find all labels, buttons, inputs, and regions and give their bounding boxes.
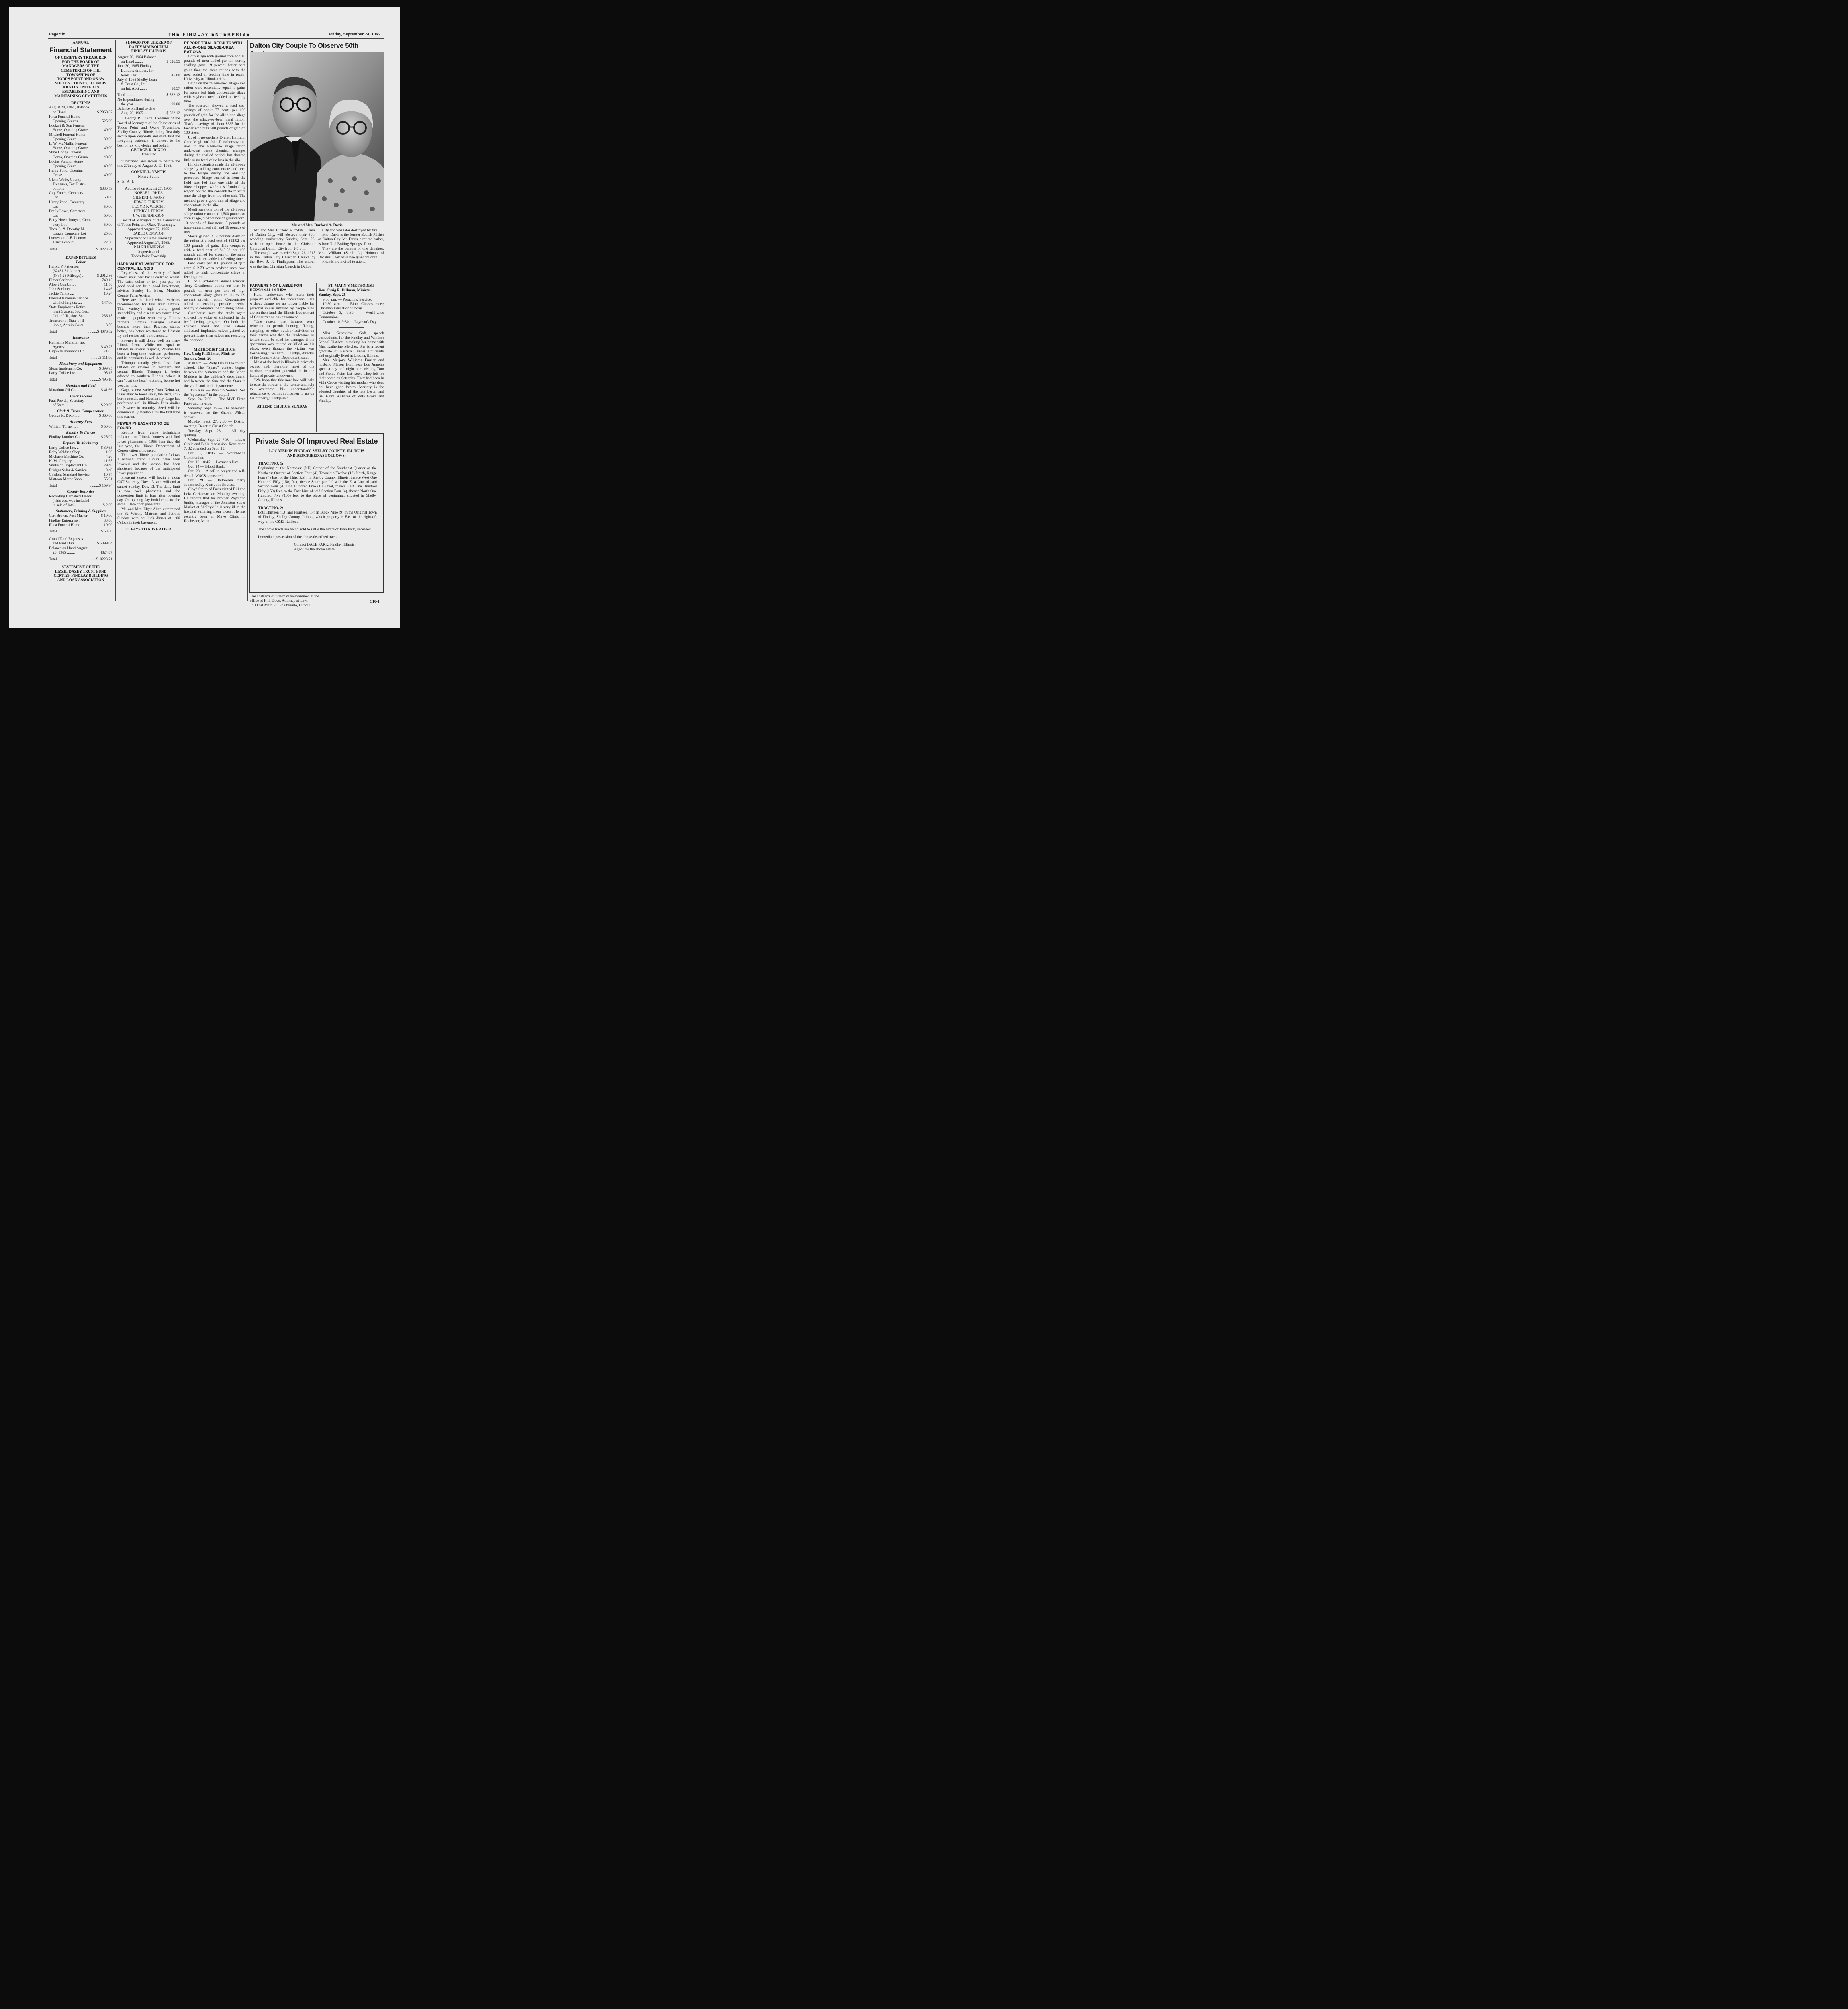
expense-group-heading: Repairs To Fences: [66, 430, 96, 435]
expense-group-heading: Machinery and Equipment: [59, 362, 102, 366]
paragraph: Mr. and Mrs. Burford A. "Slats" Davis of Dalton City, will observe their 50th wedding anniversary Sunday, Sept. 26, with an open house in the Christian Church at Dalton City from 2-5 p.m.: [250, 228, 315, 251]
sale-note-2: Immediate possession of the above-described tracts.: [258, 535, 338, 540]
ledger-row: Larry Coffee Inc. .. $ 39.65: [49, 445, 112, 450]
labor-total: Total ..........$ 4076.82: [49, 329, 112, 334]
ledger-row: Opening Grave .... 30.00: [53, 137, 112, 141]
mausoleum-rows: [117, 55, 180, 91]
ledger-row: Bridges Sales & Service 8.40: [49, 468, 112, 473]
paragraph: 9:30 a.m. — Rally Day in the church school. The "Space" contest begins between the Astronauts and the Moon Maidens in the children's department, and between the Sun and the Stars in the youth and adult departments.: [184, 361, 245, 388]
ledger-row: Smithson Implement Co. 29.46: [49, 463, 112, 468]
masthead: THE FINDLAY ENTERPRISE: [168, 32, 251, 37]
pheasant-story: [117, 430, 180, 525]
ralph-title-2: Todds Point Township: [131, 254, 166, 259]
ledger-row: Betty Howe Runyan, Cem-: [49, 218, 91, 223]
ledger-row: State Employees Retire-: [49, 305, 87, 310]
trust-fund-heading: [49, 565, 112, 582]
ledger-row: Gordons Standard Service 10.57: [49, 472, 112, 477]
ledger-row: John Scribner .... 14.46: [49, 287, 112, 292]
ledger-row: L. W. McMullin Funeral: [49, 141, 87, 146]
ledger-row: Trust Account .... 22.50: [53, 240, 112, 245]
paragraph: Wednesday, Sept. 29, 7:30 — Prayer Circle and Bible discussion; Revelation 7; 32 attended on Sept. 15.: [184, 438, 245, 451]
expenditures-heading: EXPENDITURES: [65, 255, 96, 260]
silage-heading: REPORT TRIAL RESULTS WITH ALL-IN-ONE SILAGE-UREA RATIONS: [184, 41, 242, 54]
st-marys-date: Sunday, Sept. 26: [319, 293, 346, 297]
methodist-heading: METHODIST CHURCH: [194, 348, 236, 352]
divider: [339, 327, 364, 328]
ralph-title: Supervisor of: [138, 250, 159, 254]
text-line: OF CEMETERY TREASURER: [55, 56, 107, 60]
mausoleum-rows-2: [117, 98, 180, 116]
statement-subtitle: [49, 56, 112, 98]
ledger-row: Lough, Cemetery Lot 25.00: [53, 231, 112, 236]
paragraph: October 10, 9:30 — Layman's Day.: [323, 319, 378, 324]
ledger-row: Grand Total Expenses: [49, 537, 83, 542]
ledger-row: Total ..........$ 495.10: [49, 377, 112, 382]
ledger-row: Albert Combs .... 11.56: [49, 282, 112, 287]
expense-group-heading: Insurance: [72, 336, 89, 340]
methodist-date: Sunday, Sept. 26: [184, 356, 211, 361]
text-line: JOINTLY UNITED IN: [62, 86, 100, 90]
ledger-row: Marathon Oil Co. .... $ 41.66: [49, 388, 112, 393]
wheat-heading: HARD WHEAT VARIETIES FOR CENTRAL ILLINOIS: [117, 262, 174, 271]
ledger-row: Mattoon Motor Shop 55.01: [49, 477, 112, 481]
ledger-row: Carl Brown, Post Master $ 10.00: [49, 514, 112, 518]
ledger-row: Treasurer, Tax Distri-: [53, 182, 86, 186]
ledger-row: Rhea Funeral Home 10.00: [49, 522, 112, 527]
paragraph: Miss Genevieve Goff, speech correctionist for the Findlay and Windsor School Districts is making her home with Mrs. Katherine Melcher. She is a recent graduate of Eastern Illinois University and originally lived in Urbana, Illinois.: [319, 331, 384, 358]
ledger-row: Interest on J. E. Lennox: [49, 236, 86, 241]
masthead-rule: [48, 38, 384, 39]
sale-contact: Contact DALE PARK, Findlay, Illinois, Agent for the above estate.: [294, 542, 356, 552]
text-line: HENRY J. PERRY: [134, 209, 164, 214]
anniversary-story-right: [318, 228, 384, 264]
attend-church-line: ATTEND CHURCH SUNDAY: [257, 404, 307, 409]
anniversary-story-left: [250, 228, 315, 269]
ledger-row: Roby Welding Shop .. 1.00: [49, 450, 112, 454]
paragraph: U. of I. extension animal scientist Terry Greathouse points out that 16 pounds of urea per ton of high concentrate silage gives an 11- to 12-percent protein ration. Concentrates added at ensiling provide needed energy to complete the finishing ration.: [184, 279, 245, 311]
expense-group-heading: County Recorder: [67, 489, 94, 494]
ledger-row: No Expenditures during: [117, 97, 155, 102]
ledger-row: H. W. Gregory .... 11.65: [49, 459, 112, 464]
text-line: TODDS POINT AND OKAW: [57, 77, 105, 82]
paragraph: "One reason that farmers were reluctant to permit hunting, fishing, camping, or other outdoor activities on their farms was that the landowner or tenant could be sued for damages if the sportsman was injured or killed on his place, even though the victim was trespassing," William T. Lodge, director of the Conservation Department, said.: [250, 319, 314, 360]
ledger-row: Findlay Enterprise .. 33.60: [49, 518, 112, 523]
ledger-row: Guy Enoch, Cemetery: [49, 191, 84, 196]
text-line: $1,000.00 FOR UPKEEP OF: [125, 41, 172, 45]
ledger-row: William Turner .... $ 50.00: [49, 424, 112, 429]
ledger-row: Recording Cemetery Deeds: [49, 494, 92, 499]
ledger-row: Harold P. Patterson: [49, 264, 79, 269]
ledger-row: withholding tax .... 147.90: [53, 300, 112, 305]
tract-2-text: Lots Thirteen (13) and Fourteen (14) in Block Nine (9) in the Original Town of Findlay, Shelby County, Illinois, which property is East of the right-of-way of the C&EI Railroad.: [258, 510, 377, 524]
issue-date: Friday, September 24, 1965: [329, 32, 380, 37]
text-line: FINDLAY ILLINOIS: [131, 49, 166, 54]
paragraph: City and was later destroyed by fire.: [322, 228, 378, 233]
approved-line: Approved on August 27, 1965.: [125, 186, 173, 191]
labor-heading: Labor: [76, 260, 86, 265]
paragraph: The lower Illinois population follows a national trend. Limits have been lowered and the season has been shortened because of the anticipated lower population.: [117, 453, 180, 476]
text-line: EDW. F. TURNEY: [134, 200, 164, 205]
grand-total: Total ..........$10223.71: [49, 557, 112, 562]
ledger-row: Treasurer of State of Il-: [49, 318, 86, 323]
paragraph: Mrs. Marjory Williams Frazier and husband Mason from near Los Angeles spent a day and night here visiting Tom and Freida Keim last week. They left for their home on Saturday. They had been in Villa Grove visiting his mother who does not have good health. Marjory is the adopted daughter of the late Lester and Iris Keim Williams of Villa Grove and Findlay.: [319, 358, 384, 403]
ralph-knierim: RALPH KNIERIM: [133, 245, 164, 250]
ledger-row: Total ..........$ 159.94: [49, 483, 112, 488]
paragraph: Triumph usually yields less than Ottawa or Pawnee in northern and central Illinois. Triumph is better adapted to southern Illinois, where it can "beat the heat" maturing before hot weather hits.: [117, 360, 180, 388]
ledger-row: Thos. L. & Dorothy M.: [49, 227, 85, 231]
paragraph: Sept. 24, 7:00 — The MYF Pizza Party and hayride.: [184, 397, 245, 406]
notary-name: CONNIE L. YANTIS: [131, 170, 166, 174]
ledger-row: Mitchell Funeral Home: [49, 132, 86, 137]
paragraph: Steers gained 2.14 pounds daily on the ration at a feed cost of $12.02 per 100 pounds of gain. This compared with a feed cost of $13.82 per 100 pounds gained for steers on the same ration with urea added at feeding time.: [184, 234, 245, 262]
ledger-row: George R. Dixon .... $ 360.00: [49, 413, 112, 418]
text-line: NOBLE L. RHEA: [134, 191, 163, 196]
ledger-row: August 20, 1964, Balance: [49, 105, 89, 110]
paragraph: Oct. 14 — Blood Bank.: [188, 464, 225, 469]
ledger-row: Rhea Funeral Home: [49, 114, 80, 119]
expense-group-heading: Attorney Fees: [70, 419, 92, 424]
ledger-row: Home, Opening Grave 40.00: [53, 128, 112, 133]
ledger-row: Grave 40.00: [53, 173, 112, 178]
paragraph: Regardless of the variety of hard wheat, your best bet is certified wheat. The extra dollar or two you pay for good seed can be a good investment, advises Stanley R. Eden, Moultrie County Farm Adviser.: [117, 270, 180, 298]
wheat-story: [117, 271, 180, 419]
ledger-row: Total ..........$ 53.60: [49, 529, 112, 534]
text-line: MAINTAINING CEMETERIES: [54, 94, 107, 98]
board-note: Board of Managers of the Cemeteries of Todds Point and Okaw Townships.: [117, 218, 180, 227]
ledger-row: August 20, 1964 Balance: [117, 55, 156, 59]
sale-location: LOCATED IN FINDLAY, SHELBY COUNTY, ILLINOIS AND DESCRIBED AS FOLLOWS:: [269, 449, 364, 458]
ledger-row: Paul Powell, Secretary: [49, 398, 84, 403]
paragraph: Illinois scientists made the all-in-one silage by adding concentrate and urea to the forage during the ensilling procedure. Silage trucked in from the field was fed into one side of the blower hopper, while a self-unloading wagon poured the concentrate mixture onto the silage from the other side. The method gave a good mix of silage and concentrate in the silo.: [184, 162, 245, 207]
paragraph: The couple was married Sept. 26, 1915 in the Dalton City Christian Church by the Rev. R. R. Findlayson. The church was the first Christian Church in Dalton: [250, 251, 315, 269]
ledger-row: Opening Graves .... 525.00: [53, 119, 112, 123]
text-line: SHELBY COUNTY, ILLINOIS: [55, 81, 106, 86]
ledger-row: Opening Grave .... 40.00: [53, 164, 112, 168]
paragraph: Here are the hard wheat varieties recommended for this area: Ottawa. This variety's high yield, good standability and disease resistance have made it popular with many Illinois farmers. Ottawa averages several bushels more than Pawnee, stands better, has better resistance to Hessian fly and resists soil-borne mosaic.: [117, 297, 180, 338]
st-marys-column: [319, 284, 384, 403]
ledger-row: terest 1 yr. ........ 45.00: [121, 73, 180, 78]
ledger-row: of State ........ $ 20.00: [53, 403, 112, 407]
paragraph: Monday, Sept. 27, 2:30 — District meeting; Decatur Christ Church.: [184, 419, 245, 429]
earle-title: Supervisor of Okaw Township: [125, 236, 172, 241]
ledger-row: Michaels Machine Co. 4.20: [49, 454, 112, 459]
paragraph: Oct. 10, 10:45 — Layman's Day.: [188, 460, 239, 465]
sworn-statement: Subscribed and sworn to before me this 27th day of August A. D. 1965.: [117, 159, 180, 168]
text-line: STATEMENT OF THE: [61, 565, 100, 570]
pheasant-heading: FEWER PHEASANTS TO BE FOUND: [117, 421, 169, 431]
expense-group-heading: Gasoline and Fuel: [66, 383, 96, 388]
paragraph: Greathouse says the study again showed the value of stilbestrol in the beef feeding program. On both the soybean meal and urea rations stilbestrol implanted calves gained 20 percent faster than calves not receiving the hormone.: [184, 311, 245, 342]
text-line: LLOYD F. WRIGHT: [132, 205, 166, 209]
ledger-row: Elmer Scribner .... 740.15: [49, 278, 112, 282]
receipts-heading: RECEIPTS: [71, 101, 90, 106]
ledger-row: ($431.25 Mileage) .. $ 2912.86: [53, 273, 112, 278]
st-marys-heading: ST. MARY'S METHODIST: [328, 284, 374, 288]
column-rule: [115, 40, 116, 601]
text-line: FOR THE BOARD OF: [62, 60, 100, 64]
methodist-schedule: [184, 361, 245, 523]
farmers-body: [250, 293, 314, 401]
ledger-row: on Hand ........ $ 2860.62: [53, 110, 112, 115]
tract-2-heading: TRACT NO. 2:: [258, 505, 283, 510]
text-line: LIZZIE DAZEY TRUST FUND: [55, 569, 107, 574]
abstract-note: The abstracts of title may be examined at the office of R. I. Dove, Attorney at Law, 143 East Main St., Shelbyville, Illinois.: [250, 594, 319, 608]
local-news: [319, 331, 384, 403]
column-rule: [247, 40, 248, 601]
text-line: MANAGERS OF THE: [62, 64, 99, 69]
farmers-heading: FARMERS NOT LIABLE FOR PERSONAL INJURY: [250, 284, 303, 293]
column-two: [117, 41, 180, 532]
ledger-row: Stine Hodge Funeral: [49, 150, 81, 155]
expense-group-heading: Repairs To Machinery: [63, 441, 99, 446]
paragraph: The research showed a feed cost savings of about 77 cents per 100 pounds of gain for the all-in-one silage over the silage-soybean meal ration. That's a savings of about $385 for the feeder who puts 500 pounds of gain on 100 steers.: [184, 104, 245, 135]
ledger-row: Total ..........$ 111.90: [49, 356, 112, 360]
sale-headline: Private Sale Of Improved Real Estate: [255, 437, 378, 445]
ledger-row: July 3, 1965 Shelby Loan: [117, 77, 157, 82]
text-line: J. W. HENDERSON: [133, 213, 165, 218]
newspaper-page: [9, 7, 400, 628]
paragraph: Pheasant season will begin at noon CST Saturday, Nov. 13, and will end at sunset Sunday, Dec. 12. The daily limit is two cock pheasants and the possession limit is four after opening day. On opening day both limits are the same . . two cock pheasants.: [117, 475, 180, 507]
paragraph: Gains on the "all-in-one" silage-urea ration were essentially equal to gains for steers fed high concentrate silage with soybean meal added at feeding time.: [184, 81, 245, 104]
paragraph: Cloyd Smith of Paris visited Bill and Lela Christman on Monday evening. He reports that his brother Raymond Smith, manager of the Johnston Super Market at Shelbyville is very ill in the hospital suffering from ulcers. He has recently been at Mayo Clinic in Rochester, Minn.: [184, 487, 245, 523]
column-three: [184, 41, 245, 523]
ledger-row: Jackie Yantis .... 10.24: [49, 291, 112, 296]
ledger-row: Larry Coffee Inc. .... 95.15: [49, 370, 112, 375]
ledger-row: ($2481.61 Labor): [53, 269, 80, 274]
statement-title: Financial Statement: [49, 47, 112, 54]
st-marys-pastor: Rev. Craig R. Dillman, Minister: [319, 288, 371, 293]
ledger-row: on Hand ........ $ 526.55: [121, 59, 180, 64]
paragraph: Megli says one ton of the all-in-one silage ration contained 1,500 pounds of corn silage, 469 pounds of ground corn, 10 pounds of limestone, 5 pounds of trace-mineralized salt and 16 pounds of urea.: [184, 207, 245, 234]
ledger-row: Henry Pond, Opening: [49, 168, 83, 173]
paragraph: Mrs. Davis is the former Beulah Pilcher of Dalton City. Mr. Davis, a retired barber, is from Red Boiling Springs, Tenn.: [318, 233, 384, 246]
board-names: [117, 191, 180, 218]
ledger-row: Balance on Hand August: [49, 546, 88, 550]
ledger-row: Highway Insurance Co. 71.65: [49, 349, 112, 354]
text-line: AND LOAN ASSOCIATION: [57, 578, 104, 583]
paragraph: Corn silage with ground corn and 16 pounds of urea added per ton during ensiling gave 19 percent better beef gains than the same rations with the urea added at feeding time in recent University of Illinois trials.: [184, 54, 245, 82]
ledger-row: Findlay Lumber Co. .. $ 25.02: [49, 435, 112, 440]
text-line: ESTABLISHING AND: [62, 90, 100, 94]
ledger-row: etery Lot 50.00: [53, 222, 112, 227]
ledger-row: the year ........ 00.00: [121, 102, 180, 106]
seal-text: S E A L: [117, 180, 135, 184]
text-line: CEMETERIES OF THE: [61, 68, 101, 73]
ledger-row: in sale of lots) .... $ 2.00: [53, 503, 112, 507]
st-marys-schedule: [319, 297, 384, 324]
couple-portrait: [250, 52, 384, 221]
receipts-total: Total ....$10223.71: [49, 247, 112, 252]
paragraph: October 3, 9:30 — World-wide Communion.: [319, 311, 384, 320]
expense-group-heading: Truck License: [69, 394, 92, 399]
paragraph: Gage, a new variety from Nebraska, is resistant to loose smut, the rusts, soil-borne mosaic and Hessian fly. Gage has performed well in Illinois. It is similar to Pawnee in maturity. Seed will be commercially available for the first time this season.: [117, 387, 180, 419]
approved-line-2: Approved August 27, 1965.: [127, 227, 170, 232]
tract-1-text: Beginning at the Northeast (NE) Corner of the Southeast Quarter of the Northeast Quarter of Section Four (4), Township Twelve (12) North, Range Four (4) East of the Third P.M., in Shelby County, Illinois, thence West One Hundred Fifty (150) feet, thence South parallel with the East Line of said Section Four (4) One Hundred Five (105) feet, thence East One Hundred Fifty (150) feet, to the East Line of said Section Four (4), thence North One Hundred Five (105) feet to the place of beginning, situated in Shelby County, Illinois.: [258, 466, 377, 503]
ledger-row: Balance on Hand to date: [117, 106, 155, 111]
ledger-row: and Paid Outs .... $ 5399.04: [53, 541, 112, 546]
photo-caption: Mr. and Mrs. Burford A. Davis: [291, 223, 343, 227]
paragraph: 9:30 a.m. — Preaching Service.: [323, 297, 372, 302]
paragraph: Rural landowners who make their property available for recreational uses without charge are no longer liable for personal injury suffered by people who are on their land, the Illinois Department of Conservation has announced.: [250, 293, 314, 320]
methodist-pastor: Rev. Craig R. Dillman, Minister: [184, 352, 235, 356]
paragraph: 10:30 a.m. — Bible Classes meet; Christian Education Sunday.: [319, 301, 384, 311]
treasurer-oath: I, George R. Dixon, Treasurer of the Board of Managers of the Cemeteries of Todds Point and Okaw Townships, Shelby County, Illinois, being first duly sworn upon deposeth and saith that the foregoing statement is correct to the best of my knowledge and belief.: [117, 116, 180, 148]
ledger-row: Sloan Implement Co. $ 399.95: [49, 366, 112, 371]
ledger-row: June 30, 1965 Findlay: [117, 64, 152, 69]
ledger-row: Emily Lowe, Cemetery: [49, 209, 85, 214]
expense-groups: [49, 336, 112, 534]
sale-note-1: The above tracts are being sold to settle the estate of John Park, deceased.: [258, 527, 372, 532]
paragraph: Feed costs per 100 pounds of gain were $12.79 when soybean meal was added to high concentrate silage at feeding time.: [184, 261, 245, 279]
treasurer-title: Treasurer: [141, 152, 156, 157]
ledger-row: & Trust Co., Int.: [121, 82, 147, 86]
ledger-row: butions 6380.59: [53, 186, 112, 191]
ledger-row: Lockart & Son Funeral: [49, 123, 85, 128]
treasurer-signature: GEORGE R. DIXON: [131, 147, 167, 152]
mausoleum-heading: [117, 41, 180, 54]
notary-title: Notary Public: [138, 174, 159, 179]
ledger-row: Glenn Wade, County: [49, 177, 82, 182]
paragraph: Mr. and Mrs. Elgar Allen entertained the 62 Worthy Matrons and Patrons Sunday, with pot luck dinner at 1:00 o'clock in their basement.: [117, 507, 180, 525]
earle-compton: EARLE COMPTON: [132, 231, 165, 236]
text-line: GILBERT UPHOFF: [133, 195, 165, 200]
expense-group-heading: Clerk & Treas. Compensation: [57, 409, 104, 414]
paragraph: They are the parents of one daughter, Mrs. William (Sarah L.) Holman of Decatur. They have two grandchildren.: [318, 246, 384, 260]
paragraph: Reports from game technicians indicate that Illinois hunters will find fewer pheasants in 1965 than they did last year, the Illinois Department of Conservation announced.: [117, 430, 180, 453]
paragraph: 10:45 a.m. — Worship Service. See the "spacemen" in the pulpit!: [184, 388, 245, 397]
ledger-row: Lot 50.00: [53, 195, 112, 200]
real-estate-ad: [249, 433, 384, 593]
tract-1-heading: TRACT NO. 1:: [258, 462, 283, 466]
paragraph: U. of I. researchers Everett Hatfield, Gene Megli and John Teuscher say that urea in the all-in-one silage ration underwent some chemical changes during the ensiled period, but showed little or no feed value loss in the silo.: [184, 135, 245, 162]
paragraph: Saturday, Sept. 25 — The basement is reserved for the Sharon Wilson shower.: [184, 406, 245, 420]
ledger-row: Home, Opening Grave 40.00: [53, 155, 112, 160]
ledger-row: Agency .......... $ 40.25: [53, 344, 112, 349]
paragraph: Tuesday, Sept. 28 — All day quilting.: [184, 428, 245, 438]
ledger-row: (This cost was included: [53, 498, 89, 503]
paragraph: Friends are invited to attend.: [322, 260, 367, 264]
expense-group-heading: Stationery, Printing & Supplies: [56, 509, 106, 514]
text-line: DAZEY MAUSOLEUM: [129, 45, 168, 49]
ledger-row: Henry Pond, Cemetery: [49, 200, 85, 205]
financial-statement: [49, 41, 112, 583]
ledger-row: Unit of Ill., Soc. Sec. 236.15: [53, 314, 112, 319]
grand-total-list: [49, 537, 112, 555]
page-number: Page Six: [49, 32, 65, 37]
text-line: TOWNSHIPS OF: [66, 73, 95, 77]
labor-list: [49, 264, 112, 327]
receipts-list: [49, 105, 112, 245]
ledger-row: Building & Loan, In-: [121, 68, 154, 73]
farmers-story: [250, 284, 314, 409]
paragraph: Pawnee is still doing well on many Illinois farms. While not equal to Ottawa in several respects, Pawnee has been a long-time resistent performer, and its popularity is well deserved.: [117, 338, 180, 361]
ledger-row: Home, Opening Grave 40.00: [53, 146, 112, 151]
paragraph: "We hope that this new law will help to ease the burden of the farmer and help to overcome his understandable reluctance to permit sportsmen to go on his property," Lodge said.: [250, 378, 314, 401]
text-line: CERT. 29, FINDLAY BUILDING: [53, 574, 108, 578]
ledger-row: Lovins Funeral Home: [49, 159, 83, 164]
ad-code: C10-1: [370, 599, 380, 604]
anniversary-headline: Dalton City Couple To Observe 50th: [250, 42, 359, 49]
ledger-row: Aug. 20, 1965 ........ $ 582.12: [121, 111, 180, 116]
ledger-row: Katherine Meleffer Ins.: [49, 340, 86, 345]
ledger-row: 20, 1965 ........ 4824.67: [53, 550, 112, 555]
paragraph: Oct. 3, 10:45 — World-wide Communion.: [184, 451, 245, 460]
paragraph: Oct. 29 — Halloween party sponsored by Kum Join Us class.: [184, 478, 245, 487]
inner-column-rule: [316, 283, 317, 432]
ledger-row: linois, Admin Costs 3.50: [53, 323, 112, 327]
ledger-row: Internal Revenue Service: [49, 296, 88, 301]
ledger-row: Lot 50.00: [53, 213, 112, 218]
silage-story: [184, 54, 245, 342]
mausoleum-total: Total ........ $ 582.12: [117, 93, 180, 98]
ledger-row: Lot 50.00: [53, 204, 112, 209]
advertise-line: IT PAYS TO ADVERTISE!: [126, 527, 172, 532]
ledger-row: ment System, Soc. Sec.: [53, 309, 89, 314]
kicker: ANNUAL: [72, 41, 89, 45]
approved-line-3: Approved August 27, 1965.: [127, 240, 170, 245]
paragraph: Oct. 28 — A call to prayer and self-denial; WSCS sponsored.: [184, 469, 245, 478]
ledger-row: on Int. Acct ........ 10.57: [121, 86, 180, 91]
paragraph: Most of the land in Illinois is privately owned and, therefore, most of the outdoor recreation potential is in the hands of private landowners.: [250, 360, 314, 378]
